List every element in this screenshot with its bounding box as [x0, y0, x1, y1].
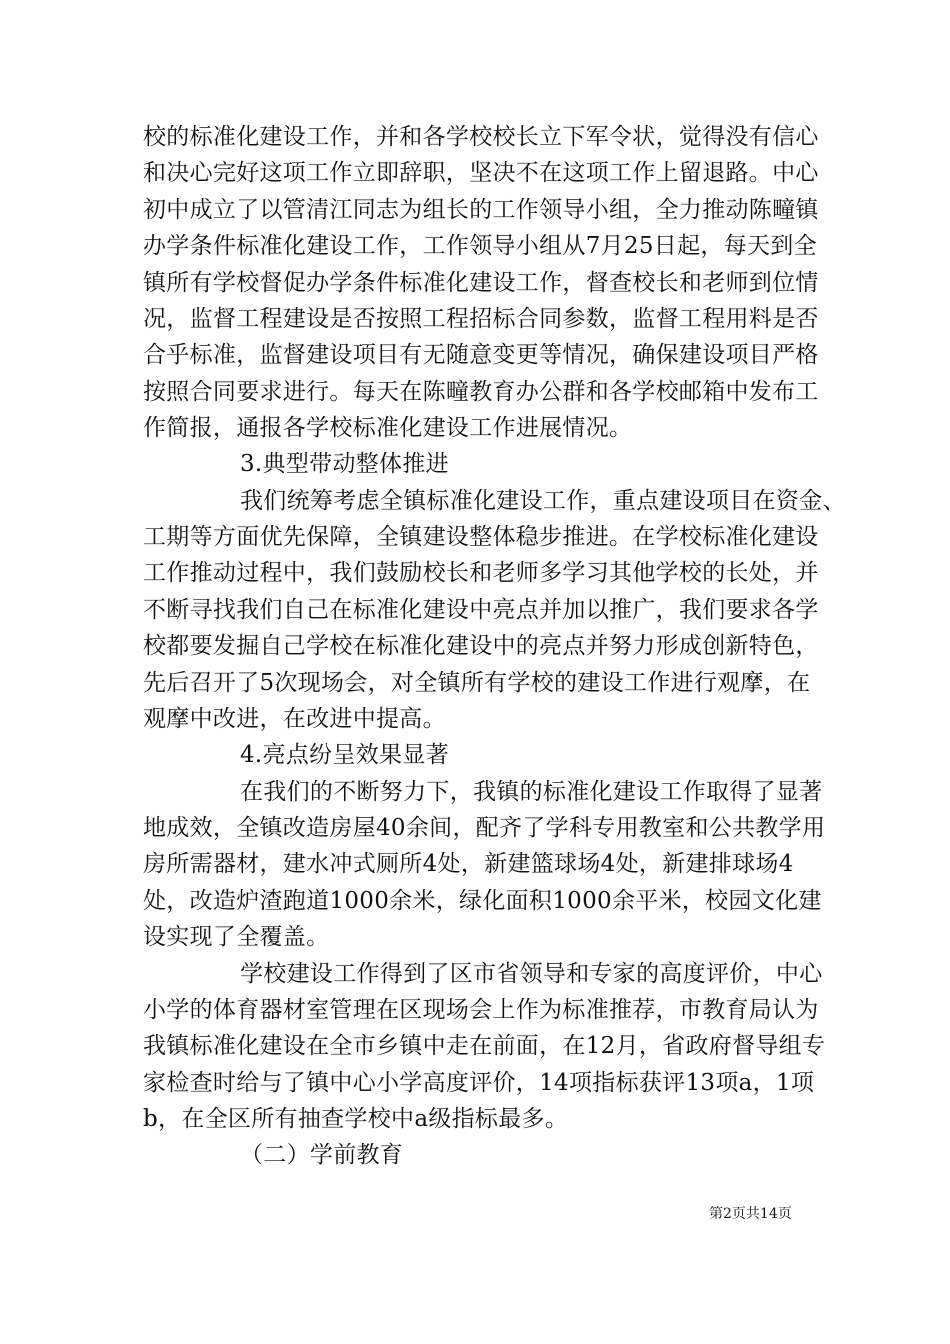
text-line: 地成效，全镇改造房屋40余间，配齐了学科专用教室和公共教学用 [143, 815, 826, 841]
text-line: 校都要发掘自己学校在标准化建设中的亮点并努力形成创新特色， [143, 633, 819, 659]
text-line: 先后召开了5次现场会，对全镇所有学校的建设工作进行观摩，在 [143, 670, 811, 696]
text-line: 初中成立了以管清江同志为组长的工作领导小组，全力推动陈疃镇 [143, 197, 819, 223]
text-line: 和决心完好这项工作立即辞职，坚决不在这项工作上留退路。中心 [143, 160, 819, 186]
text-line: b，在全区所有抽查学校中a级指标最多。 [143, 1106, 569, 1132]
text-line: 按照合同要求进行。每天在陈疃教育办公群和各学校邮箱中发布工 [143, 379, 819, 405]
text-line: 作简报，通报各学校标准化建设工作进展情况。 [143, 415, 633, 441]
text-line: 家检查时给与了镇中心小学高度评价，14项指标获评13项a，1项 [143, 1070, 815, 1096]
text-line: 我们统筹考虑全镇标准化建设工作，重点建设项目在资金、 [240, 488, 846, 514]
text-line: 观摩中改进，在改进中提高。 [143, 706, 446, 732]
text-line: 不断寻找我们自己在标准化建设中亮点并加以推广，我们要求各学 [143, 597, 819, 623]
text-line: 处，改造炉渣跑道1000余米，绿化面积1000余平米，校园文化建 [143, 888, 822, 914]
section-heading: （二）学前教育 [240, 1142, 404, 1168]
text-line: 合乎标准，监督建设项目有无随意变更等情况，确保建设项目严格 [143, 342, 819, 368]
text-line: 在我们的不断努力下，我镇的标准化建设工作取得了显著 [240, 779, 823, 805]
text-line: 况，监督工程建设是否按照工程招标合同参数，监督工程用料是否 [143, 306, 819, 332]
text-line: 房所需器材，建水冲式厕所4处，新建篮球场4处，新建排球场4 [143, 851, 794, 877]
text-line: 办学条件标准化建设工作，工作领导小组从7月25日起，每天到全 [143, 233, 817, 259]
text-line: 工期等方面优先保障，全镇建设整体稳步推进。在学校标准化建设 [143, 524, 819, 550]
section-heading: 3.典型带动整体推进 [240, 451, 449, 477]
page-number-footer: 第2页共14页 [709, 1206, 792, 1222]
text-line: 我镇标准化建设在全市乡镇中走在前面，在12月，省政府督导组专 [143, 1033, 826, 1059]
text-line: 小学的体育器材室管理在区现场会上作为标准推荐，市教育局认为 [143, 997, 819, 1023]
text-line: 工作推动过程中，我们鼓励校长和老师多学习其他学校的长处，并 [143, 560, 819, 586]
text-line: 设实现了全覆盖。 [143, 924, 330, 950]
section-heading: 4.亮点纷呈效果显著 [240, 742, 449, 768]
text-line: 学校建设工作得到了区市省领导和专家的高度评价，中心 [240, 961, 823, 987]
text-line: 镇所有学校督促办学条件标准化建设工作，督查校长和老师到位情 [143, 270, 819, 296]
text-line: 校的标准化建设工作，并和各学校校长立下军令状，觉得没有信心 [143, 124, 819, 150]
